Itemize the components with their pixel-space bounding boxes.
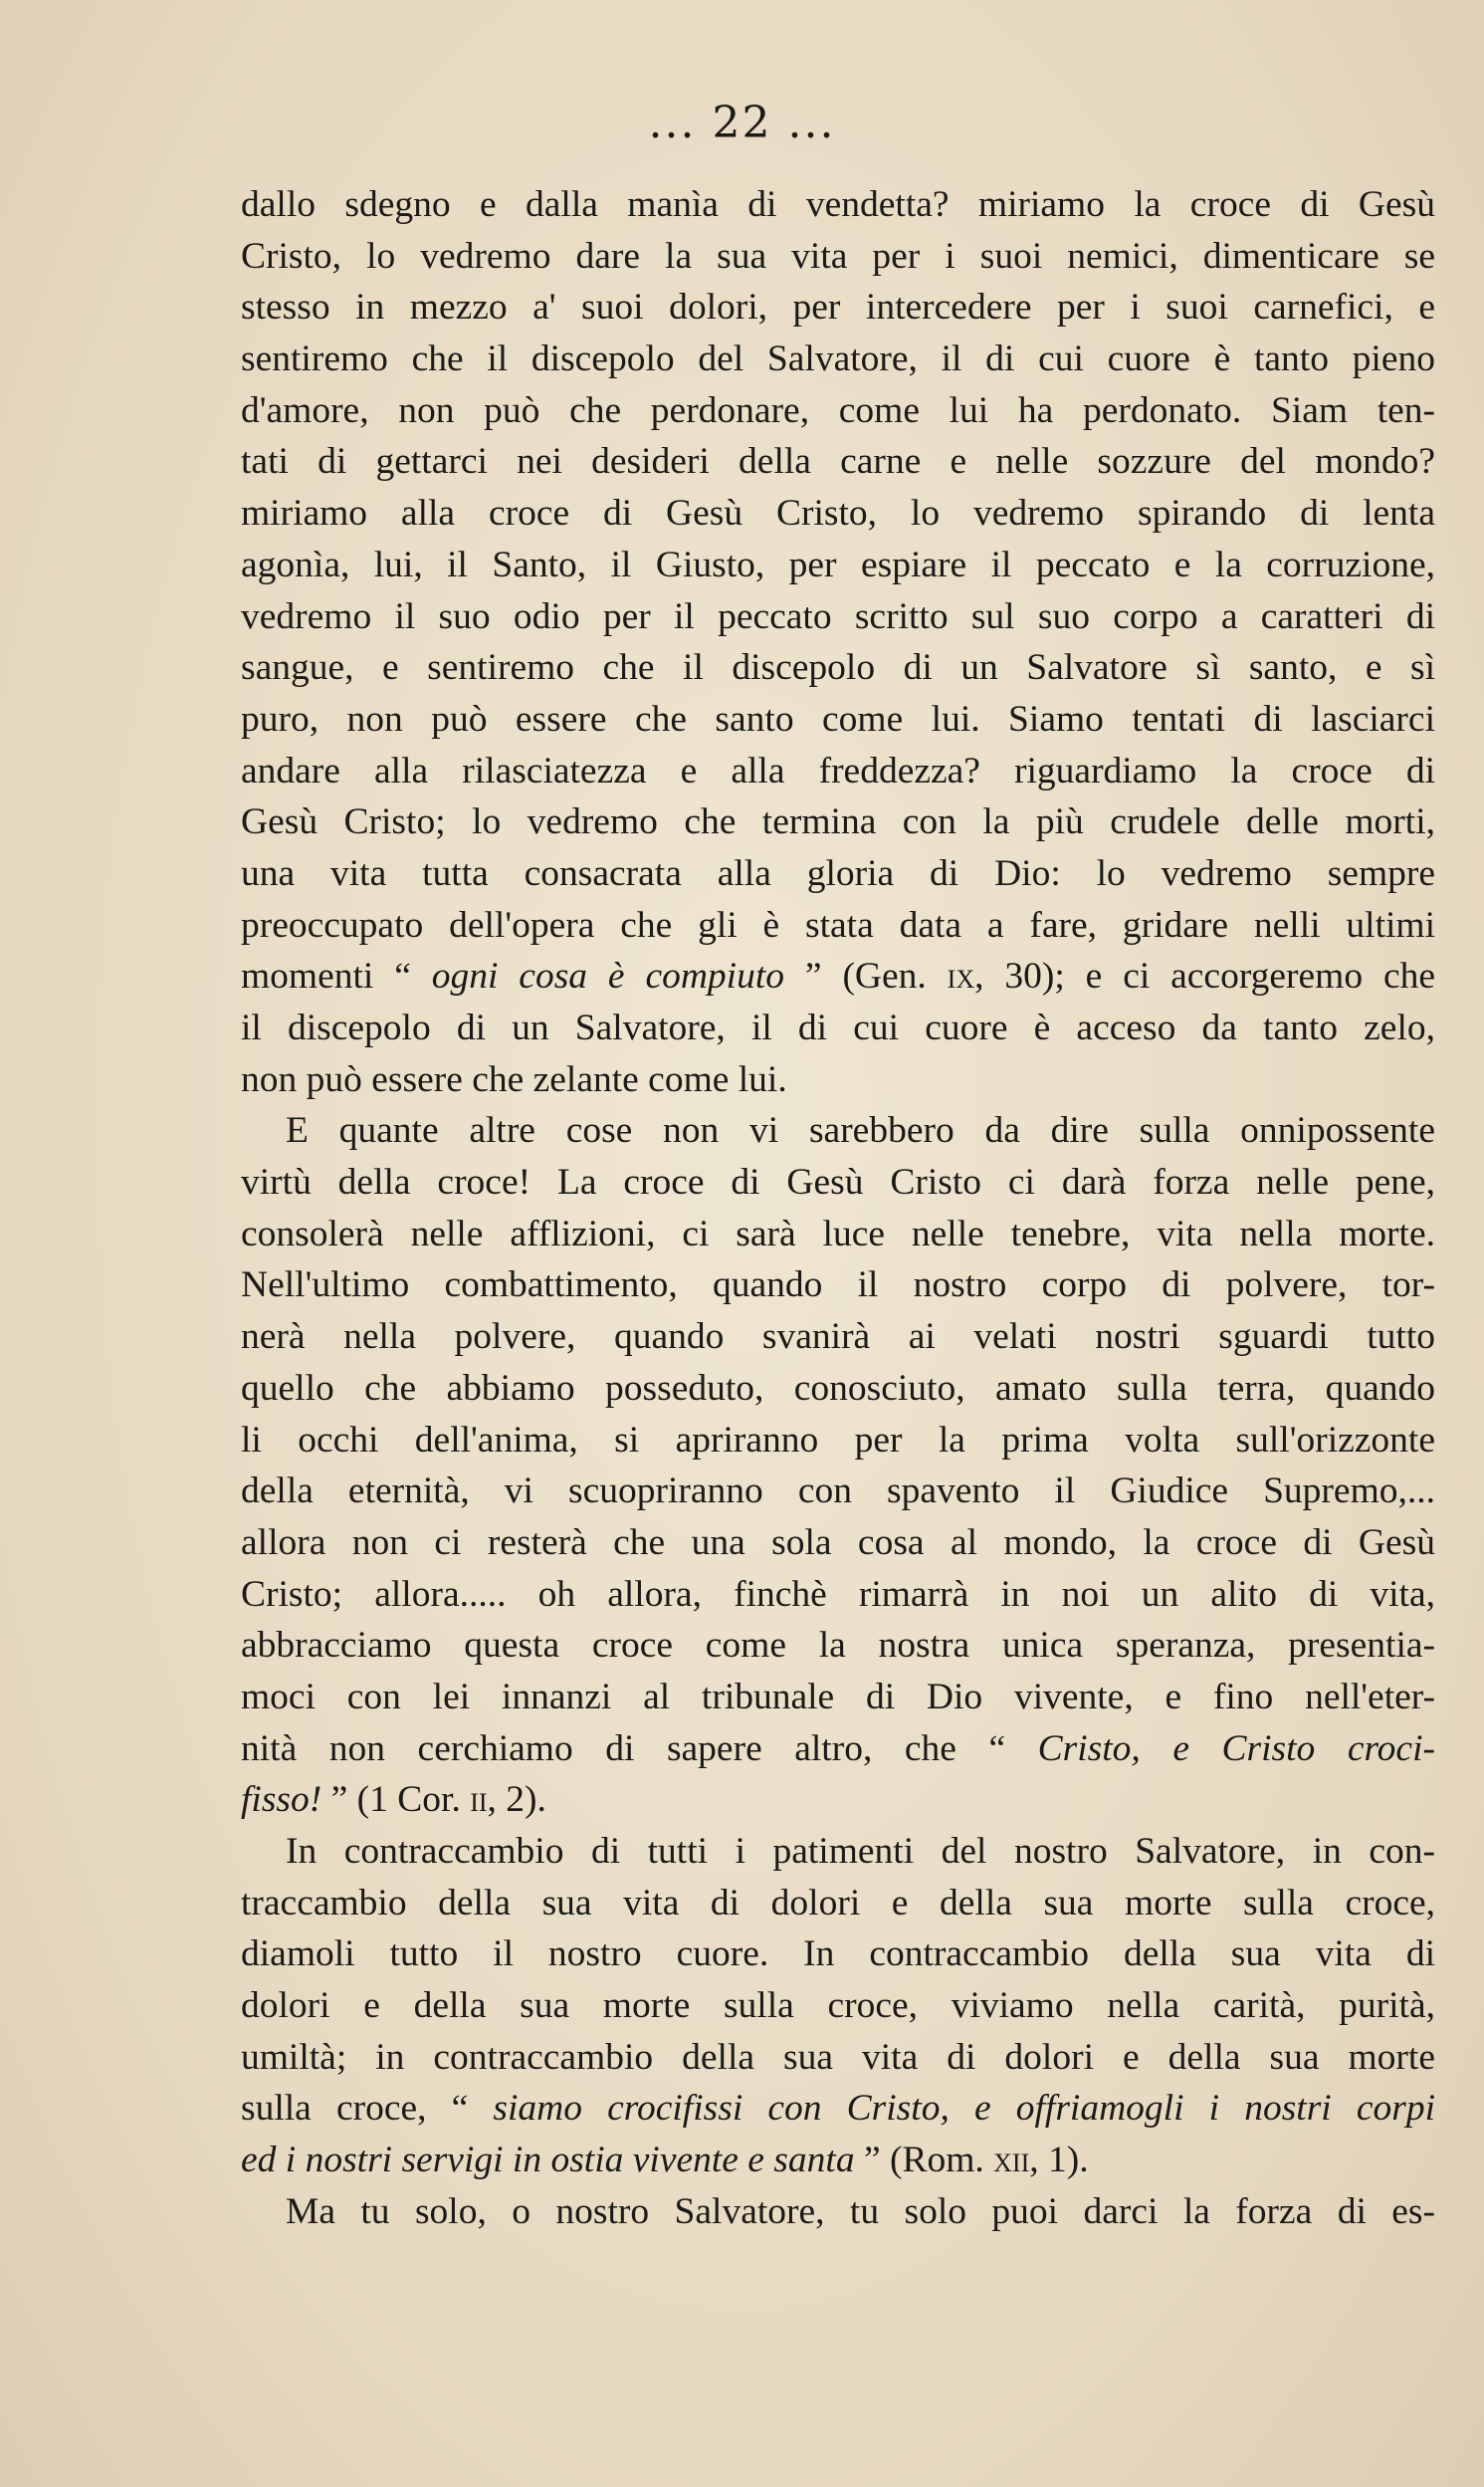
text-line: miriamo alla croce di Gesù Cristo, lo vedremo spirando di lenta bbox=[241, 493, 1435, 535]
text-line: sangue, e sentiremo che il discepolo di un Salvatore sì santo, e sì bbox=[241, 647, 1435, 689]
text-line: agonìa, lui, il Santo, il Giusto, per espiare il peccato e la corruzione, bbox=[241, 544, 1435, 585]
text-segment: ” (1 Cor. bbox=[321, 1779, 471, 1821]
text-segment: nità non cerchiamo di sapere altro, che “ bbox=[241, 1727, 1038, 1769]
text-line: Nell'ultimo combattimento, quando il nostro corpo di polvere, tor- bbox=[241, 1264, 1435, 1306]
text-line: Gesù Cristo; lo vedremo che termina con la più crudele delle morti, bbox=[241, 801, 1435, 843]
text-segment: , 1). bbox=[1029, 2140, 1089, 2181]
text-line: Cristo, lo vedremo dare la sua vita per i suoi nemici, dimenticare se bbox=[241, 235, 1435, 277]
text-line: d'amore, non può che perdonare, come lui ha perdonato. Siam ten- bbox=[241, 389, 1435, 431]
chapter-numeral: xii bbox=[993, 2140, 1030, 2181]
text-segment: momenti “ bbox=[241, 956, 432, 998]
text-line: sentiremo che il discepolo del Salvatore, il di cui cuore è tanto pieno bbox=[241, 339, 1435, 380]
italic-quote: ogni cosa è compiuto bbox=[431, 956, 785, 998]
text-line: Ma tu solo, o nostro Salvatore, tu solo puoi darci la forza di es- bbox=[286, 2190, 1435, 2232]
text-line: E quante altre cose non vi sarebbero da dire sulla onnipossente bbox=[286, 1110, 1435, 1152]
text-line: dallo sdegno e dalla manìa di vendetta? miriamo la croce di Gesù bbox=[241, 184, 1435, 225]
text-line: preoccupato dell'opera che gli è stata data a fare, gridare nelli ultimi bbox=[241, 904, 1435, 946]
text-line: virtù della croce! La croce di Gesù Cristo ci darà forza nelle pene, bbox=[241, 1162, 1435, 1204]
text-line: Cristo; allora..... oh allora, finchè rimarrà in noi un alito di vita, bbox=[241, 1573, 1435, 1615]
text-line: stesso in mezzo a' suoi dolori, per intercedere per i suoi carnefici, e bbox=[241, 287, 1435, 329]
text-line: nerà nella polvere, quando svanirà ai velati nostri sguardi tutto bbox=[241, 1316, 1435, 1358]
text-segment: ” (Rom. bbox=[854, 2140, 994, 2181]
text-line bbox=[241, 2083, 1435, 2135]
text-line: tati di gettarci nei desideri della carne e nelle sozzure del mondo? bbox=[241, 441, 1435, 483]
italic-quote: ed i nostri servigi in ostia vivente e santa bbox=[241, 2140, 855, 2181]
text-segment: , 30); e ci accorgeremo che bbox=[974, 956, 1436, 998]
page-number: ... 22 ... bbox=[648, 98, 836, 148]
text-line: puro, non può essere che santo come lui. Siamo tentati di lasciarci bbox=[241, 698, 1435, 740]
text-line bbox=[241, 2135, 1435, 2186]
text-line: vedremo il suo odio per il peccato scritto sul suo corpo a caratteri di bbox=[241, 595, 1435, 637]
text-line: li occhi dell'anima, si apriranno per la prima volta sull'orizzonte bbox=[241, 1419, 1435, 1461]
text-line: una vita tutta consacrata alla gloria di Dio: lo vedremo sempre bbox=[241, 852, 1435, 894]
text-line: consolerà nelle afflizioni, ci sarà luce nelle tenebre, vita nella morte. bbox=[241, 1213, 1435, 1254]
chapter-numeral: ii bbox=[470, 1779, 488, 1821]
text-line: In contraccambio di tutti i patimenti del nostro Salvatore, in con- bbox=[286, 1831, 1435, 1872]
text-line: il discepolo di un Salvatore, il di cui cuore è acceso da tanto zelo, bbox=[241, 1008, 1435, 1048]
text-line bbox=[241, 951, 1435, 1003]
text-line: umiltà; in contraccambio della sua vita di dolori e della sua morte bbox=[241, 2036, 1435, 2078]
chapter-numeral: ix bbox=[947, 956, 975, 998]
text-segment: sulla croce, “ bbox=[241, 2088, 494, 2130]
italic-quote: siamo crocifissi con Cristo, e offriamogli i nostri corpi bbox=[493, 2088, 1436, 2130]
text-line: dolori e della sua morte sulla croce, viviamo nella carità, purità, bbox=[241, 1985, 1435, 2027]
text-segment: , 2). bbox=[487, 1779, 546, 1821]
text-line: quello che abbiamo posseduto, conosciuto, amato sulla terra, quando bbox=[241, 1367, 1435, 1409]
text-line bbox=[241, 1774, 1435, 1826]
italic-quote: fisso! bbox=[241, 1779, 322, 1821]
text-line: diamoli tutto il nostro cuore. In contraccambio della sua vita di bbox=[241, 1933, 1435, 1975]
italic-quote: Cristo, e Cristo croci- bbox=[1037, 1727, 1435, 1769]
text-line: della eternità, vi scuopriranno con spavento il Giudice Supremo,... bbox=[241, 1470, 1435, 1512]
text-line: andare alla rilasciatezza e alla freddezza? riguardiamo la croce di bbox=[241, 750, 1435, 791]
text-line: abbracciamo questa croce come la nostra unica speranza, presentia- bbox=[241, 1625, 1435, 1667]
text-line: traccambio della sua vita di dolori e della sua morte sulla croce, bbox=[241, 1882, 1435, 1923]
text-line: non può essere che zelante come lui. bbox=[241, 1058, 787, 1100]
text-line: moci con lei innanzi al tribunale di Dio vivente, e fino nell'eter- bbox=[241, 1676, 1435, 1717]
text-segment: ” (Gen. bbox=[784, 956, 948, 998]
body-text bbox=[241, 179, 1435, 2238]
text-line: allora non ci resterà che una sola cosa al mondo, la croce di Gesù bbox=[241, 1521, 1435, 1563]
text-line bbox=[241, 1723, 1435, 1775]
